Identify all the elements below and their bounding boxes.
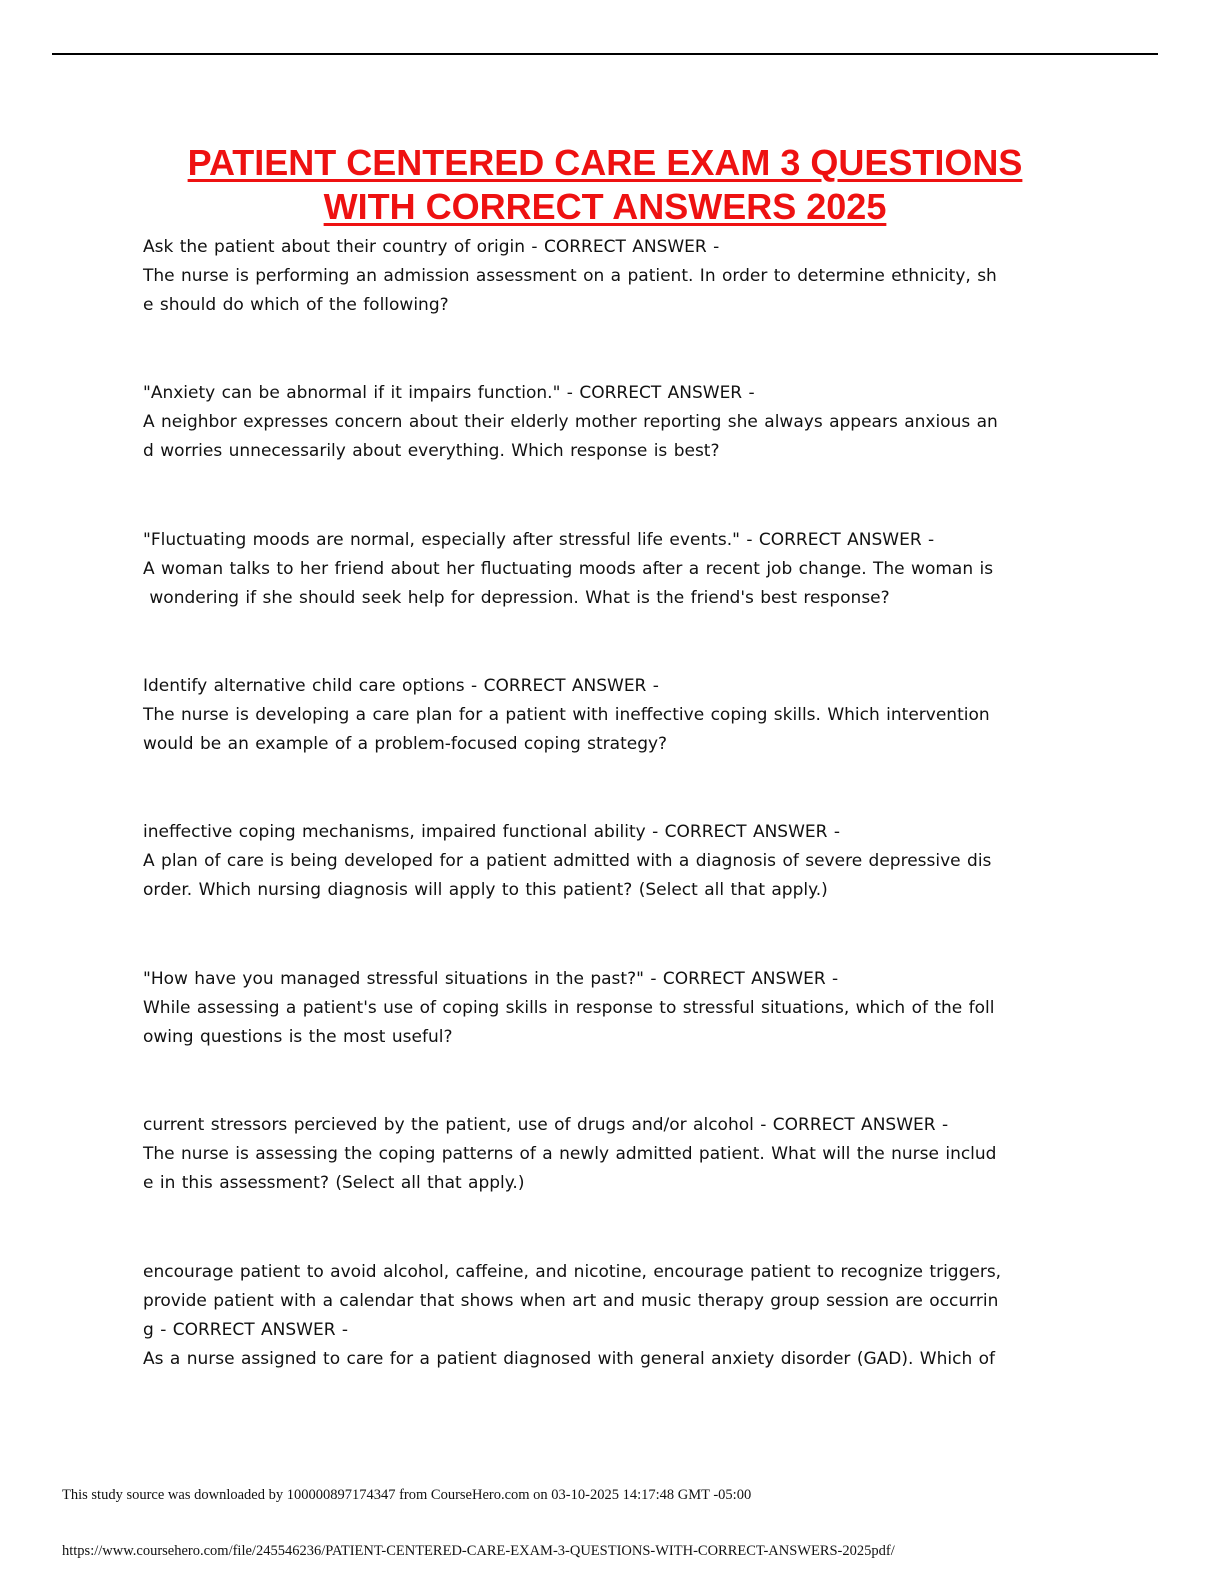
answer-text: encourage patient to avoid alcohol, caffeine, and nicotine, encourage patient to recognize triggers, xyxy=(143,1262,1002,1282)
title-line-2: WITH CORRECT ANSWERS 2025 xyxy=(323,186,887,227)
question-line: The nurse is performing an admission assessment on a patient. In order to determine ethnicity, sh xyxy=(143,266,997,286)
document-title xyxy=(100,141,1110,229)
source-url[interactable]: https://www.coursehero.com/file/245546236/PATIENT-CENTERED-CARE-EXAM-3-QUESTIONS-WITH-CORRECT-ANSWERS-2025pdf/ xyxy=(62,1543,895,1559)
qa-item-3 xyxy=(143,526,1083,613)
qa-item-1 xyxy=(143,233,1083,320)
question-line: A neighbor expresses concern about their elderly mother reporting she always appears anxious an xyxy=(143,412,998,432)
answer-text: current stressors percieved by the patient, use of drugs and/or alcohol - CORRECT ANSWER - xyxy=(143,1115,949,1135)
answer-text: ineffective coping mechanisms, impaired functional ability - CORRECT ANSWER - xyxy=(143,822,840,842)
question-line: e should do which of the following? xyxy=(143,295,449,315)
qa-item-4 xyxy=(143,672,1083,759)
question-line: While assessing a patient's use of coping skills in response to stressful situations, which of the foll xyxy=(143,998,995,1018)
question-line: order. Which nursing diagnosis will apply to this patient? (Select all that apply.) xyxy=(143,880,828,900)
question-line: wondering if she should seek help for depression. What is the friend's best response? xyxy=(143,588,890,608)
answer-text: "Fluctuating moods are normal, especially after stressful life events." - CORRECT ANSWER - xyxy=(143,530,935,550)
answer-text: Identify alternative child care options - CORRECT ANSWER - xyxy=(143,676,659,696)
qa-item-8 xyxy=(143,1258,1083,1374)
qa-item-7 xyxy=(143,1111,1083,1198)
answer-text: "Anxiety can be abnormal if it impairs function." - CORRECT ANSWER - xyxy=(143,383,755,403)
answer-text: Ask the patient about their country of origin - CORRECT ANSWER - xyxy=(143,237,720,257)
header-rule xyxy=(52,53,1158,55)
answer-text: provide patient with a calendar that shows when art and music therapy group session are occurrin xyxy=(143,1291,999,1311)
question-line: would be an example of a problem-focused coping strategy? xyxy=(143,734,668,754)
question-line: A plan of care is being developed for a patient admitted with a diagnosis of severe depressive dis xyxy=(143,851,992,871)
question-line: As a nurse assigned to care for a patient diagnosed with general anxiety disorder (GAD). Which of xyxy=(143,1349,996,1369)
qa-item-6 xyxy=(143,965,1083,1052)
question-line: The nurse is developing a care plan for a patient with ineffective coping skills. Which intervention xyxy=(143,705,990,725)
title-line-1: PATIENT CENTERED CARE EXAM 3 QUESTIONS xyxy=(187,142,1023,183)
question-line: d worries unnecessarily about everything. Which response is best? xyxy=(143,441,720,461)
question-line: A woman talks to her friend about her fluctuating moods after a recent job change. The woman is xyxy=(143,559,994,579)
question-line: owing questions is the most useful? xyxy=(143,1027,453,1047)
question-line: e in this assessment? (Select all that apply.) xyxy=(143,1173,525,1193)
qa-item-2 xyxy=(143,379,1083,466)
question-line: The nurse is assessing the coping patterns of a newly admitted patient. What will the nurse includ xyxy=(143,1144,997,1164)
download-source-notice: This study source was downloaded by 100000897174347 from CourseHero.com on 03-10-2025 14:17:48 GMT -05:00 xyxy=(62,1487,752,1503)
answer-text: g - CORRECT ANSWER - xyxy=(143,1320,349,1340)
answer-text: "How have you managed stressful situations in the past?" - CORRECT ANSWER - xyxy=(143,969,839,989)
qa-item-5 xyxy=(143,818,1083,905)
